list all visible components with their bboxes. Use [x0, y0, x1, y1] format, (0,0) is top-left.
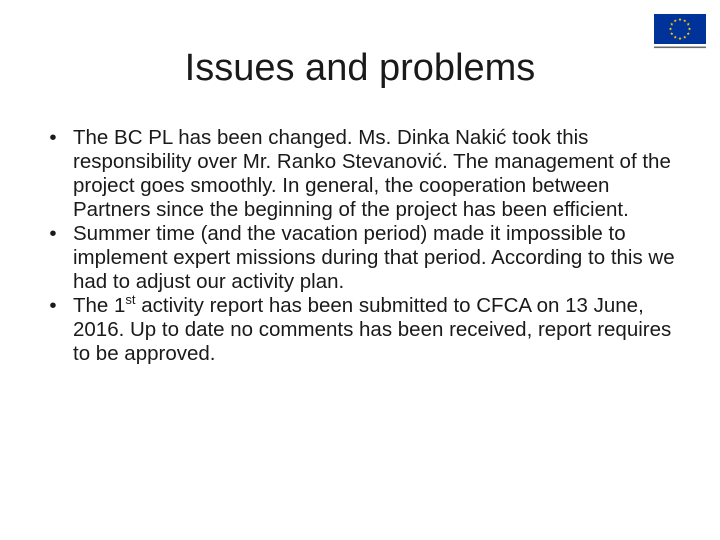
bullet-item [46, 294, 686, 366]
bullet-text-prefix: The 1 [73, 294, 126, 317]
bullet-text-superscript: st [125, 292, 136, 308]
bullet-item [46, 126, 686, 222]
bullet-dot: • [49, 222, 57, 245]
bullet-dot: • [49, 294, 57, 317]
slide-title: Issues and problems [184, 47, 536, 89]
bullet-text-suffix: activity report has been submitted to CFCA on 13 June, 2016. Up to date no comments has been received, report requires to be approved. [73, 294, 672, 365]
eu-logo-caption-mark [650, 45, 710, 50]
bullet-dot: • [49, 126, 57, 149]
bullet-text: Summer time (and the vacation period) made it impossible to implement expert missions during that period. According to this we had to adjust our activity plan. [73, 222, 675, 293]
bullet-list [46, 126, 686, 366]
bullet-text: The BC PL has been changed. Ms. Dinka Nakić took this responsibility over Mr. Ranko Stevanović. The management of the project goes smoothly. In general, the cooperation between Partners since the beginning of the project has been efficient. [73, 126, 671, 221]
bullet-item [46, 222, 686, 294]
